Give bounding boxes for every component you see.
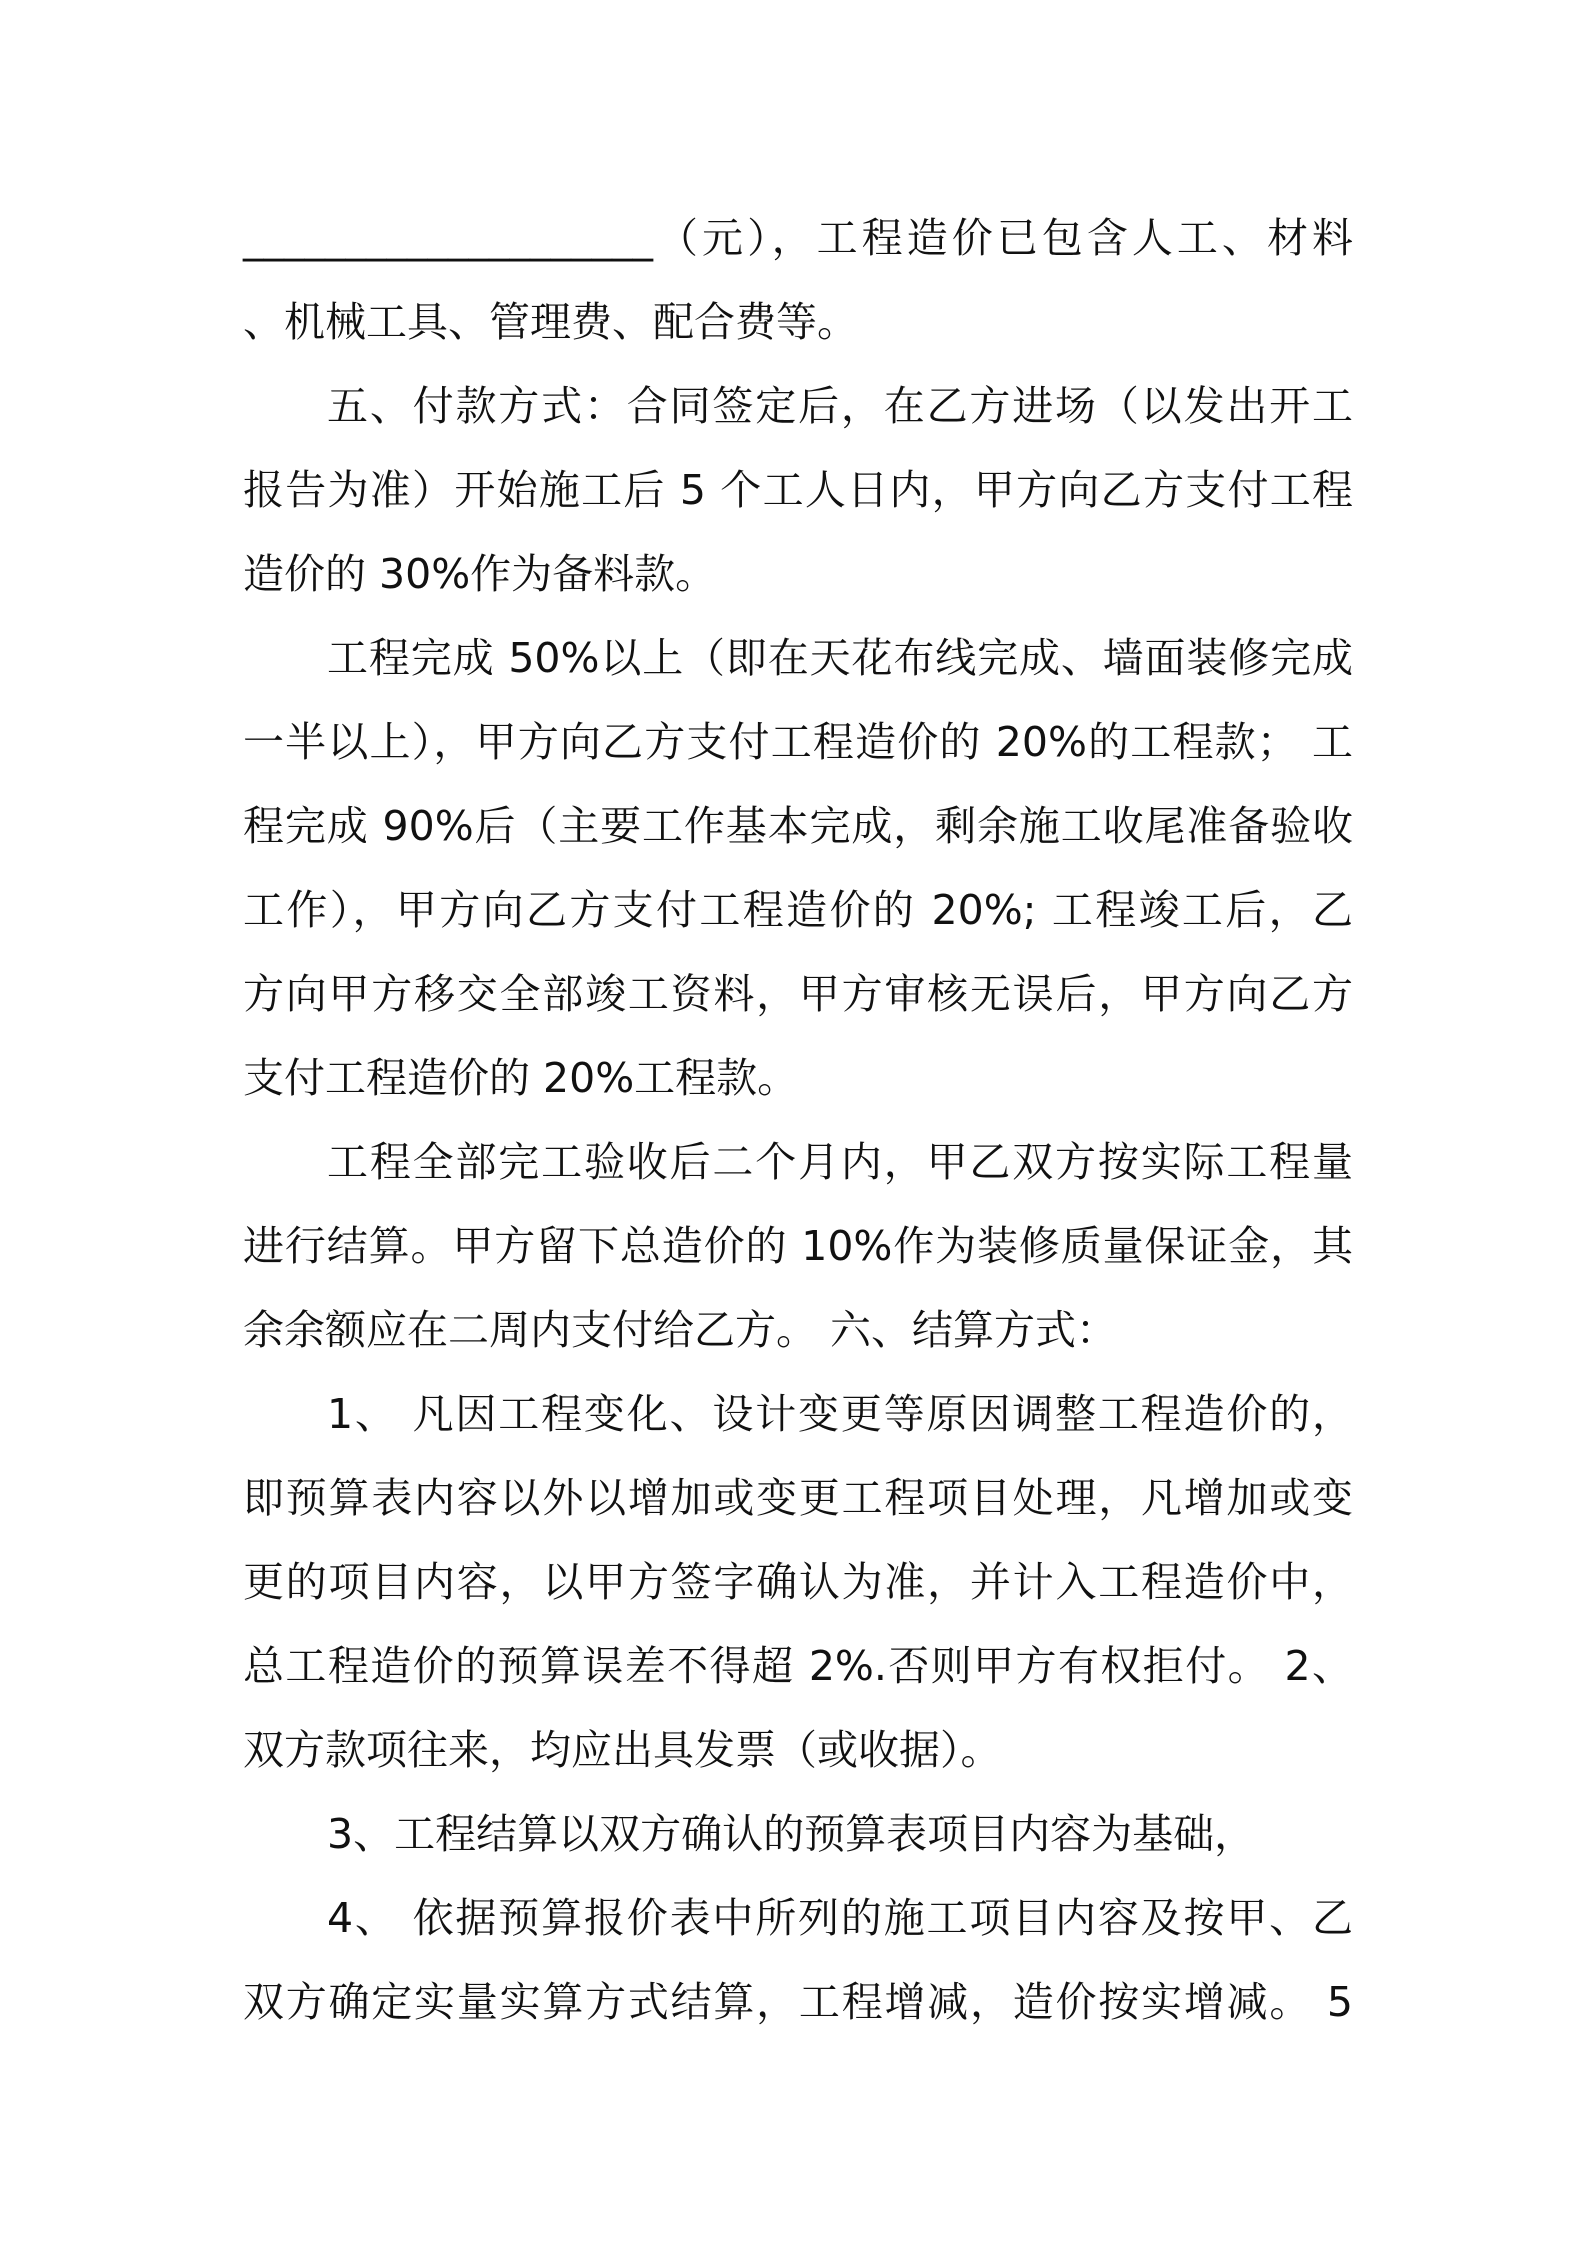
text-line: 进行结算。甲方留下总造价的 10%作为装修质量保证金，其 — [243, 1222, 1353, 1270]
text-line: 4、 依据预算报价表中所列的施工项目内容及按甲、乙 — [327, 1894, 1353, 1942]
text-line: 程完成 90%后（主要工作基本完成，剩余施工收尾准备验收 — [243, 802, 1353, 850]
text-line: 工程全部完工验收后二个月内，甲乙双方按实际工程量 — [327, 1138, 1353, 1186]
text-line: 3、工程结算以双方确认的预算表项目内容为基础， — [327, 1810, 1256, 1858]
text-line: 即预算表内容以外以增加或变更工程项目处理，凡增加或变 — [243, 1474, 1353, 1522]
text-line: 报告为准）开始施工后 5 个工人日内，甲方向乙方支付工程 — [243, 466, 1353, 514]
text-line: 双方款项往来，均应出具发票（或收据）。 — [243, 1726, 1002, 1774]
text-line: 余余额应在二周内支付给乙方。 六、结算方式： — [243, 1306, 1118, 1354]
text-line: 支付工程造价的 20%工程款。 — [243, 1054, 799, 1102]
text-line: 工作），甲方向乙方支付工程造价的 20%; 工程竣工后，乙 — [243, 886, 1353, 934]
text-line: 工程完成 50%以上（即在天花布线完成、墙面装修完成 — [327, 634, 1353, 682]
text-line: 一半以上），甲方向乙方支付工程造价的 20%的工程款； 工 — [243, 718, 1353, 766]
text-line: ____________________（元），工程造价已包含人工、材料 — [243, 214, 1353, 262]
text-line: 总工程造价的预算误差不得超 2%.否则甲方有权拒付。 2、 — [243, 1642, 1353, 1690]
text-line: 五、付款方式：合同签定后，在乙方进场（以发出开工 — [327, 382, 1353, 430]
text-line: 方向甲方移交全部竣工资料，甲方审核无误后，甲方向乙方 — [243, 970, 1353, 1018]
text-line: 双方确定实量实算方式结算，工程增减，造价按实增减。 5 — [243, 1978, 1353, 2026]
text-line: 1、 凡因工程变化、设计变更等原因调整工程造价的， — [327, 1390, 1353, 1438]
text-line: 更的项目内容，以甲方签字确认为准，并计入工程造价中， — [243, 1558, 1353, 1606]
text-line: 、机械工具、管理费、配合费等。 — [243, 298, 858, 346]
text-line: 造价的 30%作为备料款。 — [243, 550, 717, 598]
document-body — [243, 196, 1353, 2044]
